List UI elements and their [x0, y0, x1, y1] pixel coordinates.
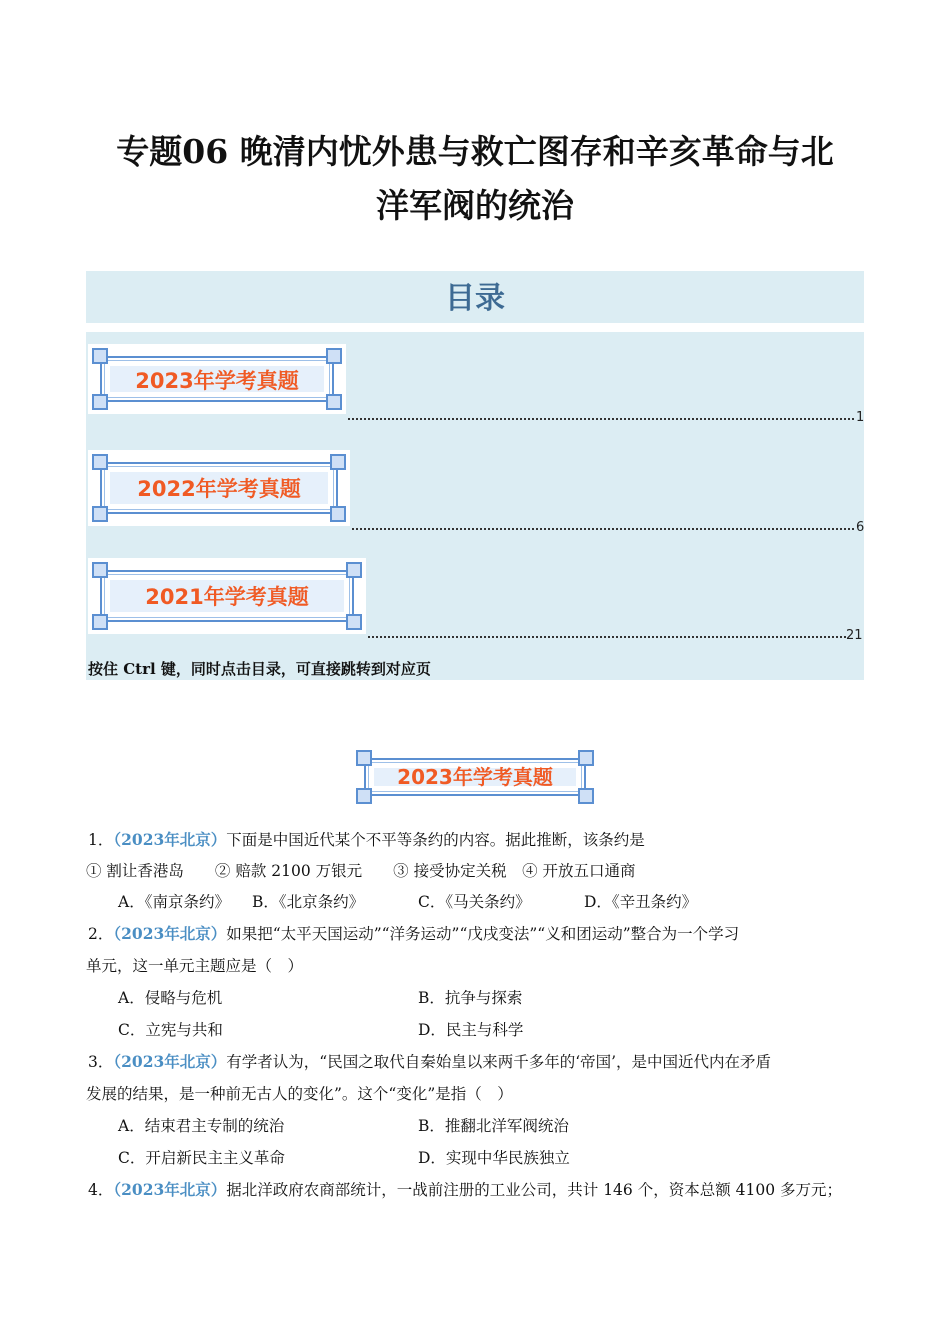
question-text: 下面是中国近代某个不平等条约的内容。据此推断，该条约是 [226, 831, 645, 849]
toc-badge-label: 2023年学考真题 [110, 366, 324, 392]
question-source: （2023年北京） [113, 1052, 227, 1071]
question-text: 据北洋政府农商部统计，一战前注册的工业公司，共计 146 个，资本总额 4100 多万元； [226, 1181, 843, 1199]
q3-option-a[interactable]: A．结束君主专制的统治 [118, 1117, 285, 1135]
corner-ornament-icon [326, 394, 342, 410]
corner-ornament-icon [578, 788, 594, 804]
corner-ornament-icon [330, 506, 346, 522]
toc-badge-label: 2022年学考真题 [110, 472, 328, 504]
section-badge-2023 [352, 746, 598, 808]
q3-option-b[interactable]: B．推翻北洋军阀统治 [418, 1117, 569, 1135]
question-1-items: ① 割让香港岛 ② 赔款 2100 万银元 ③ 接受协定关税 ④ 开放五口通商 [86, 862, 636, 880]
toc-badge-2022[interactable] [88, 450, 350, 526]
question-2-stem [88, 922, 739, 944]
title-line-1: 专题06 晚清内忧外患与救亡图存和辛亥革命与北 [116, 132, 834, 171]
corner-ornament-icon [346, 614, 362, 630]
toc-leader-dots [352, 514, 854, 530]
question-number: 1． [88, 831, 114, 849]
toc-heading: 目录 [86, 271, 864, 323]
corner-ornament-icon [330, 454, 346, 470]
toc-panel [86, 332, 864, 680]
corner-ornament-icon [578, 750, 594, 766]
corner-ornament-icon [326, 348, 342, 364]
toc-page-number[interactable]: 1 [856, 410, 865, 425]
question-source: （2023年北京） [113, 1180, 227, 1199]
q2-option-d[interactable]: D．民主与科学 [418, 1021, 524, 1039]
question-text: 有学者认为，“民国之取代自秦始皇以来两千多年的‘帝国’，是中国近代内在矛盾 [226, 1053, 772, 1071]
question-source: （2023年北京） [113, 830, 227, 849]
question-1-stem [88, 828, 645, 850]
toc-hint: 按住 Ctrl 键，同时点击目录，可直接跳转到对应页 [88, 660, 431, 678]
corner-ornament-icon [92, 614, 108, 630]
question-number: 4． [88, 1181, 114, 1199]
q3-option-d[interactable]: D．实现中华民族独立 [418, 1149, 570, 1167]
toc-page-number[interactable]: 21 [846, 628, 863, 643]
toc-badge-2023[interactable] [88, 344, 346, 414]
corner-ornament-icon [92, 454, 108, 470]
toc-badge-2021[interactable] [88, 558, 366, 634]
question-number: 3． [88, 1053, 114, 1071]
corner-ornament-icon [346, 562, 362, 578]
question-2-stem-cont: 单元，这一单元主题应是（ ） [86, 957, 304, 975]
q2-option-a[interactable]: A．侵略与危机 [118, 989, 223, 1007]
question-source: （2023年北京） [113, 924, 227, 943]
corner-ornament-icon [92, 506, 108, 522]
question-4-stem [88, 1178, 842, 1200]
question-3-stem-cont: 发展的结果，是一种前无古人的变化”。这个“变化”是指（ ） [86, 1085, 513, 1103]
corner-ornament-icon [92, 394, 108, 410]
q1-option-b[interactable]: B．《北京条约》 [252, 893, 365, 911]
q3-option-c[interactable]: C．开启新民主主义革命 [118, 1149, 285, 1167]
corner-ornament-icon [356, 788, 372, 804]
toc-badge-label: 2021年学考真题 [110, 580, 344, 612]
question-text: 如果把“太平天国运动”“洋务运动”“戊戌变法”“义和团运动”整合为一个学习 [226, 925, 740, 943]
toc-leader-dots [348, 404, 854, 420]
q2-option-c[interactable]: C．立宪与共和 [118, 1021, 223, 1039]
q1-option-d[interactable]: D．《辛丑条约》 [584, 893, 698, 911]
q2-option-b[interactable]: B．抗争与探索 [418, 989, 523, 1007]
question-3-stem [88, 1050, 771, 1072]
section-badge-label: 2023年学考真题 [374, 768, 576, 786]
corner-ornament-icon [356, 750, 372, 766]
corner-ornament-icon [92, 562, 108, 578]
question-number: 2． [88, 925, 114, 943]
toc-leader-dots [368, 622, 846, 638]
toc-page-number[interactable]: 6 [856, 520, 865, 535]
q1-option-c[interactable]: C．《马关条约》 [418, 893, 531, 911]
corner-ornament-icon [92, 348, 108, 364]
title-line-2: 洋军阀的统治 [376, 186, 574, 225]
document-title [60, 125, 890, 233]
q1-option-a[interactable]: A．《南京条约》 [118, 893, 230, 911]
